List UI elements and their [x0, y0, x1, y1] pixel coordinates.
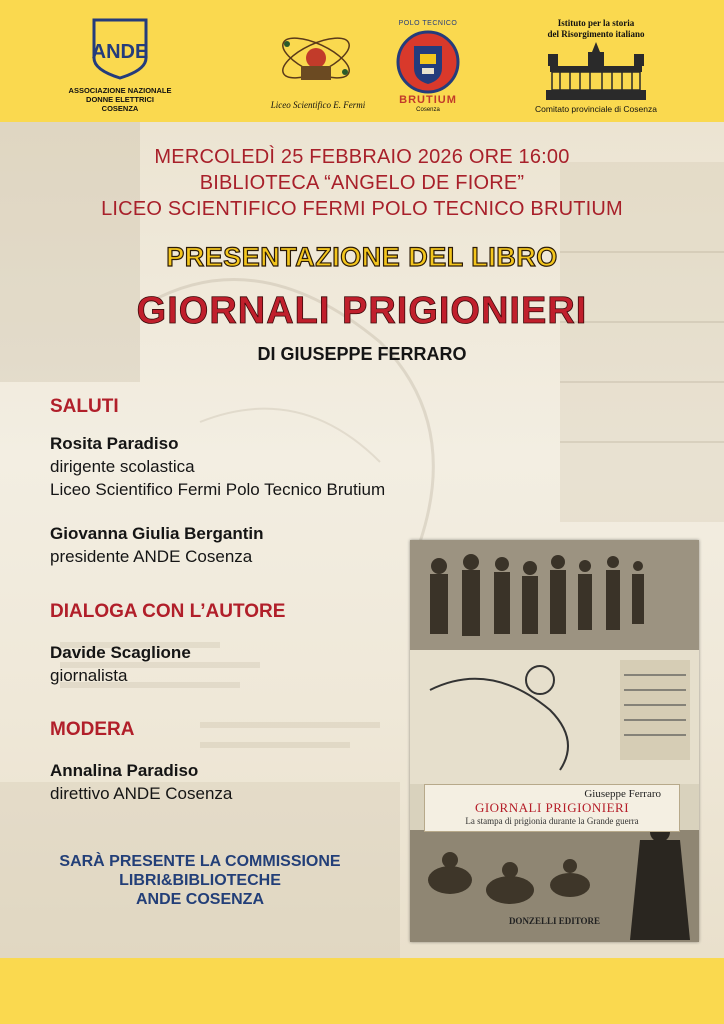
polo-top-label: POLO TECNICO [398, 20, 458, 27]
speaker-role: direttivo ANDE Cosenza [50, 784, 233, 803]
svg-text:ANDE: ANDE [92, 41, 148, 63]
speaker-role: presidente ANDE Cosenza [50, 547, 253, 566]
speaker-role: Liceo Scientifico Fermi Polo Tecnico Brutium [50, 480, 386, 499]
ande-caption [58, 86, 182, 113]
logo-banner [0, 0, 724, 122]
book-cover [410, 540, 699, 942]
cover-title: GIORNALI PRIGIONIERI [474, 800, 630, 815]
cover-title-band [424, 784, 680, 832]
ande-caption-line: ASSOCIAZIONE NAZIONALE [68, 86, 172, 95]
event-school: LICEO SCIENTIFICO FERMI POLO TECNICO BRUTIUM [101, 198, 623, 220]
istituto-line-1: Istituto per la storia [557, 18, 635, 28]
cover-publisher: DONZELLI EDITORE [508, 916, 601, 926]
speaker-name: Annalina Paradiso [50, 761, 199, 780]
speaker-rosita-paradiso [50, 432, 385, 501]
section-modera-heading: MODERA [50, 719, 135, 740]
section-saluti-heading: SALUTI [50, 396, 119, 417]
commission-line: LIBRI&BIBLIOTECHE [119, 872, 281, 889]
ande-logo [92, 18, 148, 80]
event-venue: BIBLIOTECA “ANGELO DE FIORE” [199, 172, 525, 194]
istituto-line-2: del Risorgimento italiano [547, 29, 645, 39]
section-dialoga-heading: DIALOGA CON L’AUTORE [50, 601, 286, 622]
speaker-role: dirigente scolastica [50, 457, 195, 476]
commission-line: ANDE COSENZA [135, 891, 264, 908]
liceo-fermi-caption: Liceo Scientifico E. Fermi [270, 100, 366, 110]
commission-note [0, 852, 400, 909]
ande-caption-line: COSENZA [101, 104, 139, 113]
speaker-name: Davide Scaglione [50, 643, 191, 662]
commission-line: SARÀ PRESENTE LA COMMISSIONE [59, 853, 341, 870]
polo-brutium-logo [396, 30, 460, 94]
cover-author: Giuseppe Ferraro [584, 788, 661, 800]
speaker-role: giornalista [50, 666, 128, 685]
presentation-heading: PRESENTAZIONE DEL LIBRO [166, 242, 558, 272]
ande-caption-line: DONNE ELETTRICI [86, 95, 154, 104]
bottom-banner [0, 958, 724, 1024]
liceo-fermi-logo [275, 22, 357, 94]
polo-brutium-name: BRUTIUM [399, 94, 457, 106]
speaker-name: Giovanna Giulia Bergantin [50, 524, 264, 543]
event-date-time: MERCOLEDÌ 25 FEBBRAIO 2026 ORE 16:00 [154, 146, 570, 168]
speaker-annalina-paradiso [50, 759, 232, 805]
speaker-giovanna-bergantin [50, 522, 263, 568]
cover-subtitle: La stampa di prigionia durante la Grande guerra [465, 816, 639, 826]
speaker-name: Rosita Paradiso [50, 434, 179, 453]
book-author: DI GIUSEPPE FERRARO [257, 344, 467, 364]
vittoriano-monument-icon [542, 42, 650, 102]
istituto-line-3: Comitato provinciale di Cosenza [535, 104, 657, 114]
istituto-caption-top [528, 18, 664, 40]
cover-illustration [410, 540, 699, 942]
polo-brutium-city: Cosenza [416, 107, 440, 113]
speaker-davide-scaglione [50, 641, 191, 687]
book-title: GIORNALI PRIGIONIERI [136, 290, 588, 332]
